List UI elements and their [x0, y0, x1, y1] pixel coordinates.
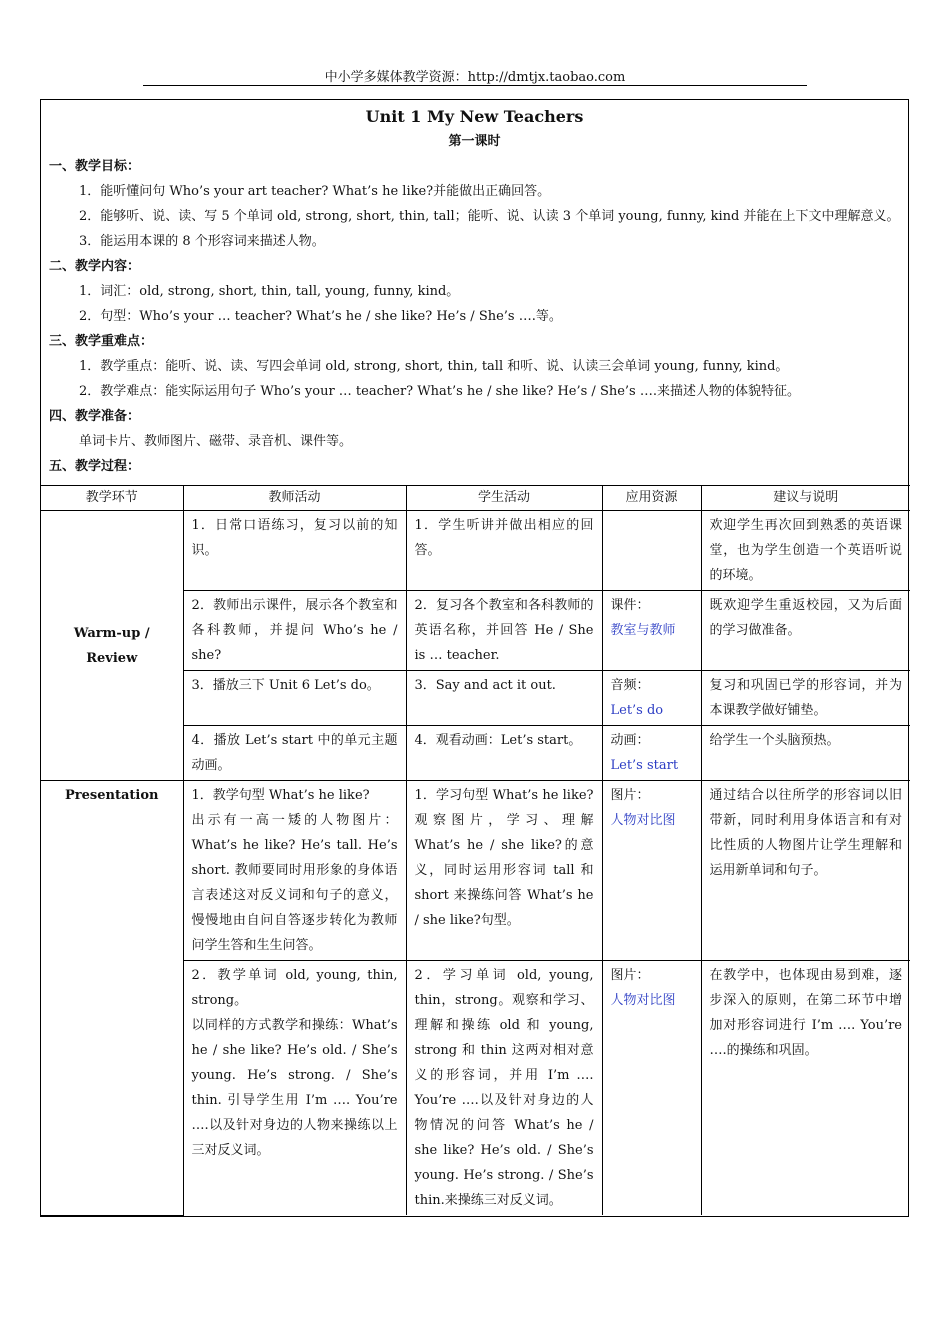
unit-title: Unit 1 My New Teachers — [365, 107, 584, 126]
resource-link[interactable]: 人物对比图 — [610, 993, 676, 1008]
col-header-teacher: 教师活动 — [183, 486, 406, 511]
resource-label: 动画： — [610, 733, 650, 748]
stage-presentation: Presentation — [41, 781, 183, 1216]
table-row — [41, 511, 910, 591]
table-row — [41, 781, 910, 961]
note-cell: 通过结合以往所学的形容词以旧带新，同时利用身体语言和有对比性质的人物图片让学生理解和运用新单词和句子。 — [701, 781, 910, 961]
note-cell: 在教学中，也体现由易到难，逐步深入的原则，在第二环节中增加对形容词进行 I’m …. You’re ….的操练和巩固。 — [701, 961, 910, 1216]
section-heading-focus: 三、教学重难点： — [49, 334, 154, 349]
resource-cell — [602, 781, 701, 961]
teacher-activity — [183, 781, 406, 961]
table-header-row — [41, 486, 910, 511]
col-header-stage: 教学环节 — [41, 486, 183, 511]
resource-label: 音频： — [610, 678, 650, 693]
col-header-notes: 建议与说明 — [701, 486, 910, 511]
resource-cell — [602, 591, 701, 671]
resource-link[interactable]: 教室与教师 — [610, 623, 676, 638]
resource-link[interactable]: Let’s start — [610, 758, 679, 773]
goal-item: 2．能够听、说、读、写 5 个单词 old, strong, short, thin, tall；能听、说、认读 3 个单词 young, funny, kind 并能在上下文中理解意义。 — [79, 209, 900, 224]
note-cell: 欢迎学生再次回到熟悉的英语课堂，也为学生创造一个英语听说的环境。 — [701, 511, 910, 591]
resource-cell — [602, 961, 701, 1216]
page-header: 中小学多媒体教学资源：http://dmtjx.taobao.com — [324, 70, 626, 85]
content-item: 1．词汇：old, strong, short, thin, tall, young, funny, kind。 — [79, 284, 460, 299]
teacher-activity-body: 以同样的方式教学和操练：What’s he / she like? He’s old. / She’s young. He’s strong. / She’s thin. 引导学生用 I’m …. You’re ….以及针对身边的人物来操练以上三对反义词。 — [191, 1018, 398, 1158]
resource-cell — [602, 726, 701, 781]
note-cell: 复习和巩固已学的形容词，并为本课教学做好铺垫。 — [701, 671, 910, 726]
lesson-intro — [41, 100, 908, 485]
section-heading-preparation: 四、教学准备： — [49, 409, 141, 424]
teacher-activity: 3．播放三下 Unit 6 Let’s do。 — [183, 671, 406, 726]
focus-item: 2．教学难点：能实际运用句子 Who’s your … teacher? What’s he / she like? He’s / She’s ….来描述人物的体貌特征。 — [79, 384, 800, 399]
stage-warmup: Warm-up / Review — [41, 511, 183, 781]
resource-link[interactable]: Let’s do — [610, 703, 664, 718]
section-heading-content: 二、教学内容： — [49, 259, 141, 274]
teacher-activity-title: 1．教学句型 What’s he like? — [191, 788, 370, 803]
teaching-process-table — [41, 485, 910, 1216]
resource-link[interactable]: 人物对比图 — [610, 813, 676, 828]
resource-cell — [602, 511, 701, 591]
note-cell: 既欢迎学生重返校园，又为后面的学习做准备。 — [701, 591, 910, 671]
resource-label: 图片： — [610, 968, 650, 983]
resource-label: 图片： — [610, 788, 650, 803]
student-activity: 1．学生听讲并做出相应的回答。 — [406, 511, 602, 591]
student-activity: 1．学习句型 What’s he like? 观察图片，学习、理解 What’s he / she like?的意义，同时运用形容词 tall 和 short 来操练问答 What’s he / she like?句型。 — [406, 781, 602, 961]
preparation-item: 单词卡片、教师图片、磁带、录音机、课件等。 — [79, 434, 353, 449]
teacher-activity: 4．播放 Let’s start 中的单元主题动画。 — [183, 726, 406, 781]
teacher-activity-body: 出示有一高一矮的人物图片：What’s he like? He’s tall. He’s short. 教师要同时用形象的身体语言表述这对反义词和句子的意义，慢慢地由自问自答逐步转化为教师问学生答和生生问答。 — [191, 813, 398, 953]
student-activity: 4．观看动画：Let’s start。 — [406, 726, 602, 781]
section-heading-process: 五、教学过程： — [49, 459, 141, 474]
col-header-student: 学生活动 — [406, 486, 602, 511]
student-activity: 2．复习各个教室和各科教师的英语名称，并回答 He / She is … teacher. — [406, 591, 602, 671]
focus-item: 1．教学重点：能听、说、读、写四会单词 old, strong, short, thin, tall 和听、说、认读三会单词 young, funny, kind。 — [79, 359, 789, 374]
goal-item: 3．能运用本课的 8 个形容词来描述人物。 — [79, 234, 325, 249]
lesson-subtitle: 第一课时 — [448, 134, 501, 149]
lesson-plan-document — [40, 99, 909, 1217]
teacher-activity — [183, 961, 406, 1216]
header-divider — [143, 85, 807, 86]
student-activity: 2．学习单词 old, young, thin，strong。观察和学习、理解和操练 old 和 young, strong 和 thin 这两对相对意义的形容词，并用 I’m …. You’re ….以及针对身边的人物情况的问答 What’s he / she like? He’s old. / She’s young. He’s strong. / She’s thin.来操练三对反义词。 — [406, 961, 602, 1216]
resource-label: 课件： — [610, 598, 650, 613]
teacher-activity: 2．教师出示课件，展示各个教室和各科教师，并提问 Who’s he / she? — [183, 591, 406, 671]
student-activity: 3．Say and act it out. — [406, 671, 602, 726]
section-heading-goals: 一、教学目标： — [49, 159, 141, 174]
col-header-resource: 应用资源 — [602, 486, 701, 511]
content-item: 2．句型：Who’s your … teacher? What’s he / she like? He’s / She’s ….等。 — [79, 309, 562, 324]
note-cell: 给学生一个头脑预热。 — [701, 726, 910, 781]
resource-cell — [602, 671, 701, 726]
teacher-activity-title: 2．教学单词 old, young, thin, strong。 — [191, 968, 398, 1008]
goal-item: 1．能听懂问句 Who’s your art teacher? What’s he like?并能做出正确回答。 — [79, 184, 551, 199]
teacher-activity: 1．日常口语练习，复习以前的知识。 — [183, 511, 406, 591]
